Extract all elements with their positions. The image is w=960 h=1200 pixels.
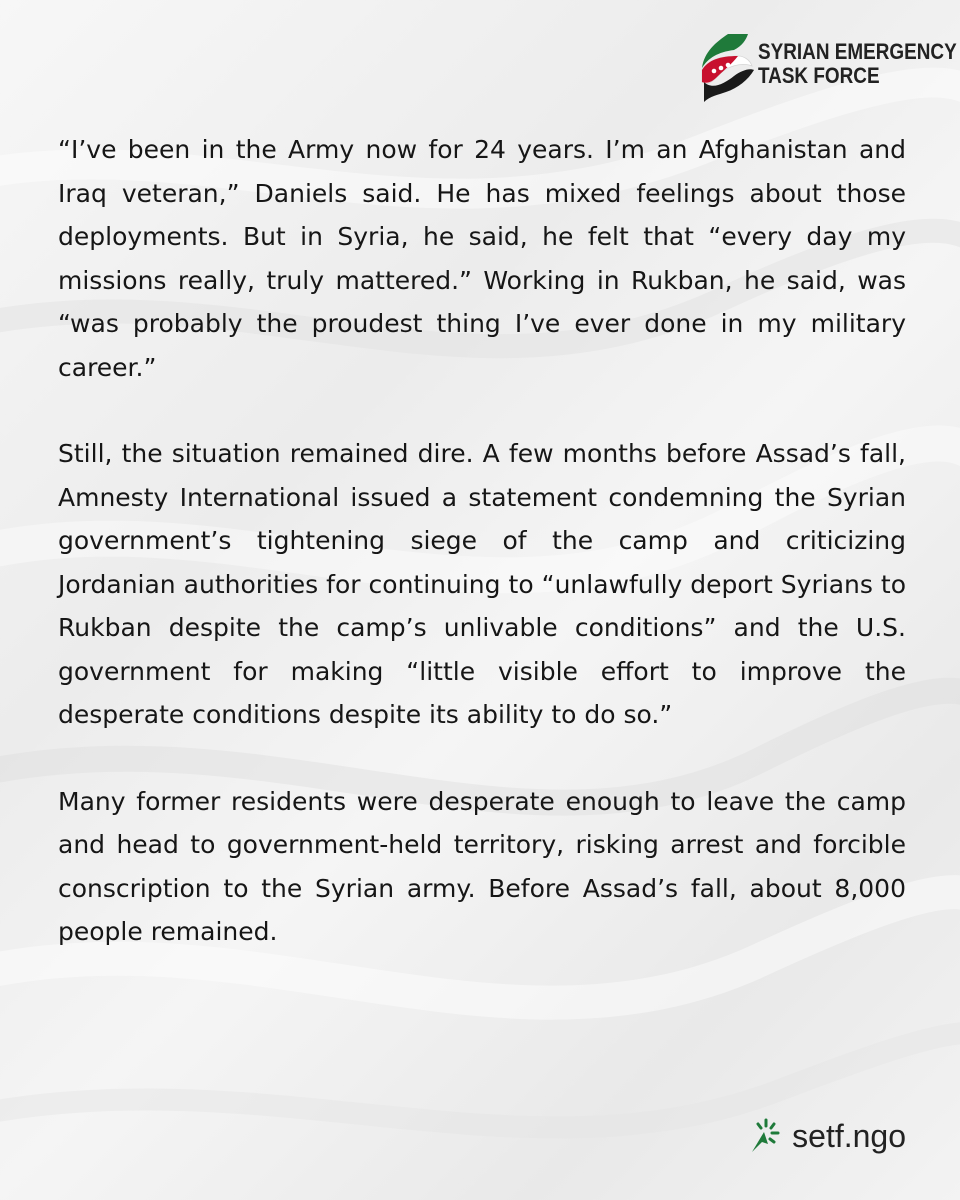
setf-logo [698, 32, 957, 104]
logo-wordmark [758, 40, 960, 88]
article-body [58, 128, 906, 997]
footer-website[interactable] [744, 1116, 906, 1156]
article-paragraph-2: Still, the situation remained dire. A few months before Assad’s fall, Amnesty International issued a statement condemning the Syrian government’s tightening siege of the camp and criticizing Jordanian authorities for continuing to “unlawfully deport Syrians to Rukban despite the camp’s unlivable conditions” and the U.S. government for making “little visible effort to improve the desperate conditions despite its ability to do so.” [58, 439, 906, 729]
article-paragraph-1: “I’ve been in the Army now for 24 years. I’m an Afghanistan and Iraq veteran,” Daniels said. He has mixed feelings about those deployments. But in Syria, he said, he felt that “every day my missions really, truly mattered.” Working in Rukban, he said, was “was probably the proudest thing I’ve ever done in my military career.” [58, 135, 906, 382]
logo-title-line2: TASK FORCE [758, 63, 880, 89]
setf-flag-logo-icon [698, 32, 756, 104]
website-link[interactable]: setf.ngo [792, 1117, 906, 1154]
logo-title-line1: SYRIAN EMERGENCY [758, 39, 957, 64]
cursor-click-icon [744, 1116, 784, 1156]
article-paragraph-3: Many former residents were desperate enough to leave the camp and head to government-held territory, risking arrest and forcible conscription to the Syrian army. Before Assad’s fall, about 8,000 people remained. [58, 786, 906, 946]
